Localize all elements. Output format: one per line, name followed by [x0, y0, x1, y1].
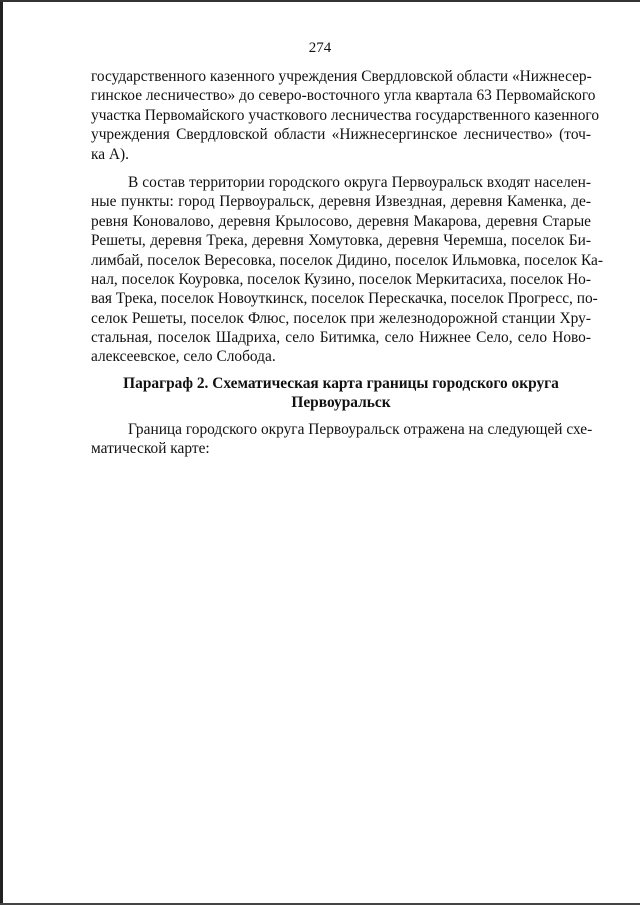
text-line: участка Первомайского участкового лесничества государственного казенного [91, 106, 600, 124]
text-line: вая Трека, поселок Новоуткинск, поселок Перескачка, поселок Прогресс, по- [91, 290, 598, 308]
page-number: 274 [308, 40, 332, 56]
heading-line: Первоуральск [291, 394, 391, 412]
text-line: ревня Коновалово, деревня Крылосово, деревня Макарова, деревня Старые [91, 212, 591, 230]
text-line: селок Решеты, поселок Флюс, поселок при железнодорожной станции Хру- [91, 309, 591, 327]
text-line: гинское лесничество» до северо-восточного угла квартала 63 Первомайского [91, 87, 596, 105]
paragraph-map-intro [91, 420, 591, 459]
text-line: нал, поселок Коуровка, поселок Кузино, поселок Меркитасиха, поселок Но- [91, 270, 592, 288]
text-line: лимбай, поселок Вересовка, поселок Дидино, поселок Ильмовка, поселок Ка- [91, 251, 604, 269]
scan-edge-top [0, 0, 640, 2]
scan-edge-left [0, 0, 3, 905]
heading-line: Параграф 2. Схематическая карта границы городского округа [123, 374, 559, 392]
text-line: Граница городского округа Первоуральск отражена на следующей схе- [128, 420, 593, 438]
section-heading [91, 374, 591, 413]
text-line: стальная, поселок Шадриха, село Битимка, село Нижнее Село, село Ново- [91, 329, 591, 347]
paragraph-settlements [91, 173, 604, 367]
text-line: учреждения Свердловской области «Нижнесергинское лесничество» (точ- [91, 126, 591, 144]
text-line: матической карте: [91, 440, 210, 458]
text-line: государственного казенного учреждения Свердловской области «Нижнесер- [91, 68, 592, 85]
paragraph-boundary-end [91, 67, 600, 164]
text-line: ные пункты: город Первоуральск, деревня Извездная, деревня Каменка, де- [91, 193, 591, 211]
document-body [91, 67, 604, 458]
text-line: алексеевское, село Слобода. [91, 348, 276, 366]
text-line: В состав территории городского округа Первоуральск входят населен- [128, 173, 591, 191]
text-line: Решеты, деревня Трека, деревня Хомутовка, деревня Черемша, поселок Би- [91, 232, 591, 250]
text-line: ка А). [91, 145, 130, 163]
